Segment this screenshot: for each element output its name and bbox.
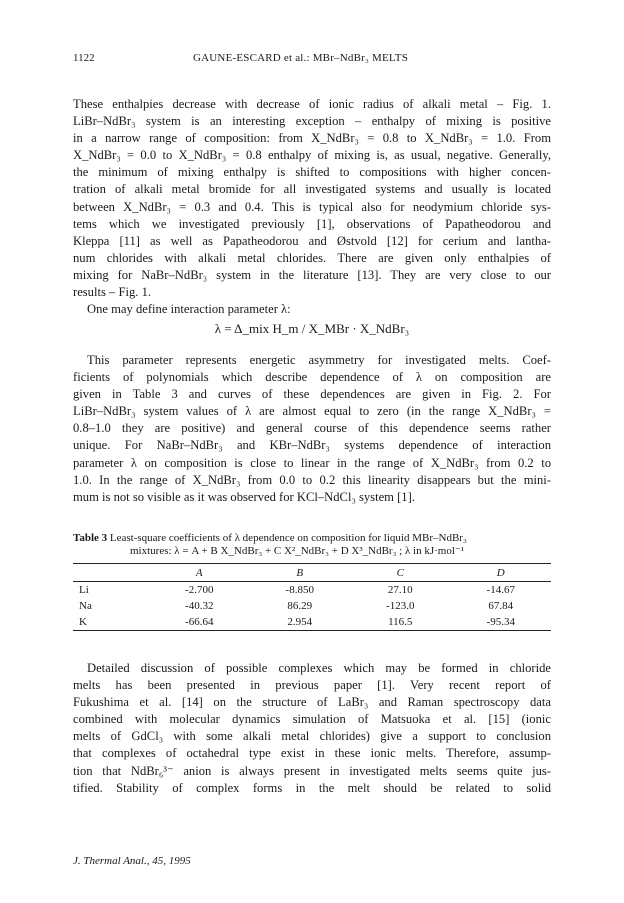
table-cell: 2.954 [250, 614, 351, 631]
table-cell: -123.0 [386, 600, 415, 612]
caption-line-2: mixtures: λ = A + B X_NdBr₃ + C X²_NdBr₃ + D X³_NdBr₃ ; λ in kJ·mol⁻¹ [130, 545, 465, 557]
column-header: D [451, 565, 552, 582]
table-header-row [73, 565, 551, 582]
table-caption [73, 532, 551, 558]
table-cell: 86.29 [287, 600, 313, 612]
text-line: melts of GdCl₃ with some alkali metal chlorides) give a support to conclusion [73, 729, 551, 744]
table-cell: -95.34 [451, 614, 552, 631]
interaction-parameter-formula: λ = Δ_mix H_m / X_MBr · X_NdBr₃ [214, 321, 410, 336]
text-line: ficients of polynomials which describe dependence of λ on composition are [73, 370, 551, 385]
table-cell: -66.64 [149, 614, 250, 631]
table-row [73, 598, 551, 614]
text-line: unique. For NaBr–NdBr₃ and KBr–NdBr₃ systems dependence of interaction [73, 438, 551, 453]
table-row [73, 582, 551, 599]
coefficients-table [73, 565, 551, 631]
table-cell: 67.84 [488, 600, 514, 612]
journal-footer: J. Thermal Anal., 45, 1995 [73, 855, 191, 867]
text-line: 0.8–1.0 they are positive) and general course of this dependence seems rather [73, 421, 551, 436]
text-line: LiBr–NdBr₃ system is an interesting exception – enthalpy of mixing is positive [73, 114, 551, 129]
table-cell: Li [73, 582, 149, 599]
text-line: These enthalpies decrease with decrease of ionic radius of alkali metal – Fig. 1. [73, 97, 551, 111]
column-header: A [149, 565, 250, 582]
text-line: X_NdBr₃ = 0.0 to X_NdBr₃ = 0.8 enthalpy of mixing is, as usual, negative. Generally, [73, 148, 551, 163]
caption-line-1: Least-square coefficients of λ dependence on composition for liquid MBr–NdBr₃ [109, 532, 467, 544]
table-label: Table 3 [73, 532, 108, 544]
text-line: tion that NdBr₆³⁻ anion is always present in investigated melts seems quite jus- [73, 763, 551, 778]
text-line: given in Table 3 and curves of these dependences are given in Fig. 2. For [73, 387, 551, 402]
table-cell: Na [79, 600, 92, 612]
text-line: This parameter represents energetic asymmetry for investigated melts. Coef- [87, 353, 551, 367]
column-header: B [250, 565, 351, 582]
table-cell: -8.850 [250, 582, 351, 599]
table-row [73, 614, 551, 631]
text-line: Fukushima et al. [14] on the structure of LaBr₃ and Raman spectroscopy data [73, 695, 551, 710]
text-line: num chlorides with alkali metal chlorides. There are given only enthalpies of [73, 250, 551, 265]
page-number: 1122 [73, 52, 95, 64]
text-line: tration of alkali metal bromide for all investigated systems and usually is located [73, 182, 551, 197]
text-line: between X_NdBr₃ = 0.3 and 0.4. This is typical also for neodymium chloride sys- [73, 199, 551, 214]
table-cell: 116.5 [350, 614, 451, 631]
table-cell: -40.32 [185, 600, 214, 612]
table-cell: K [73, 614, 149, 631]
paragraph-3 [73, 660, 551, 797]
text-line: 1.0. In the range of X_NdBr₃ from 0.0 to 0.2 this linearity disappears but the mini- [73, 472, 551, 487]
text-line: mum is not so visible as it was observed for KCl–NdCl₃ system [1]. [73, 489, 415, 504]
text-line: that complexes of octahedral type exist in these ionic melts. Therefore, assump- [73, 746, 551, 761]
column-header: C [350, 565, 451, 582]
text-line: in a narrow range of composition: from X_NdBr₃ = 0.8 to X_NdBr₃ = 1.0. From [73, 131, 551, 146]
text-line: Kleppa [11] as well as Papatheodorou and Østvold [12] for cerium and lantha- [73, 233, 551, 248]
text-line: LiBr–NdBr₃ system values of λ are almost equal to zero (in the range X_NdBr₃ = [73, 404, 551, 419]
text-line: One may define interaction parameter λ: [87, 302, 291, 317]
text-line: tems which we investigated previously [1], observations of Papatheodorou and [73, 216, 551, 231]
text-line: parameter λ on composition is close to linear in the range of X_NdBr₃ from 0.2 to [73, 455, 551, 470]
column-header [73, 565, 149, 582]
paragraph-2 [73, 352, 551, 506]
text-line: mixing for NaBr–NdBr₃ system in the literature [13]. They are very close to our [73, 267, 551, 282]
text-line: the minimum of mixing enthalpy is shifted to compositions with higher concen- [73, 165, 551, 180]
text-line: Detailed discussion of possible complexes which may be formed in chloride [87, 661, 551, 675]
table-cell: -2.700 [149, 582, 250, 599]
text-line: melts has been presented in previous paper [1]. Very recent report of [73, 678, 551, 693]
table-cell: -14.67 [451, 582, 552, 599]
text-line: tified. Stability of complex forms in the melt should be related to solid [73, 780, 551, 795]
running-head: GAUNE-ESCARD et al.: MBr–NdBr₃ MELTS [193, 52, 409, 64]
table-cell: 27.10 [350, 582, 451, 599]
text-line: results – Fig. 1. [73, 285, 152, 300]
text-line: combined with molecular dynamics simulation of Matsuoka et al. [15] (ionic [73, 712, 551, 727]
table-top-rule [73, 563, 551, 564]
paragraph-1 [73, 96, 551, 318]
